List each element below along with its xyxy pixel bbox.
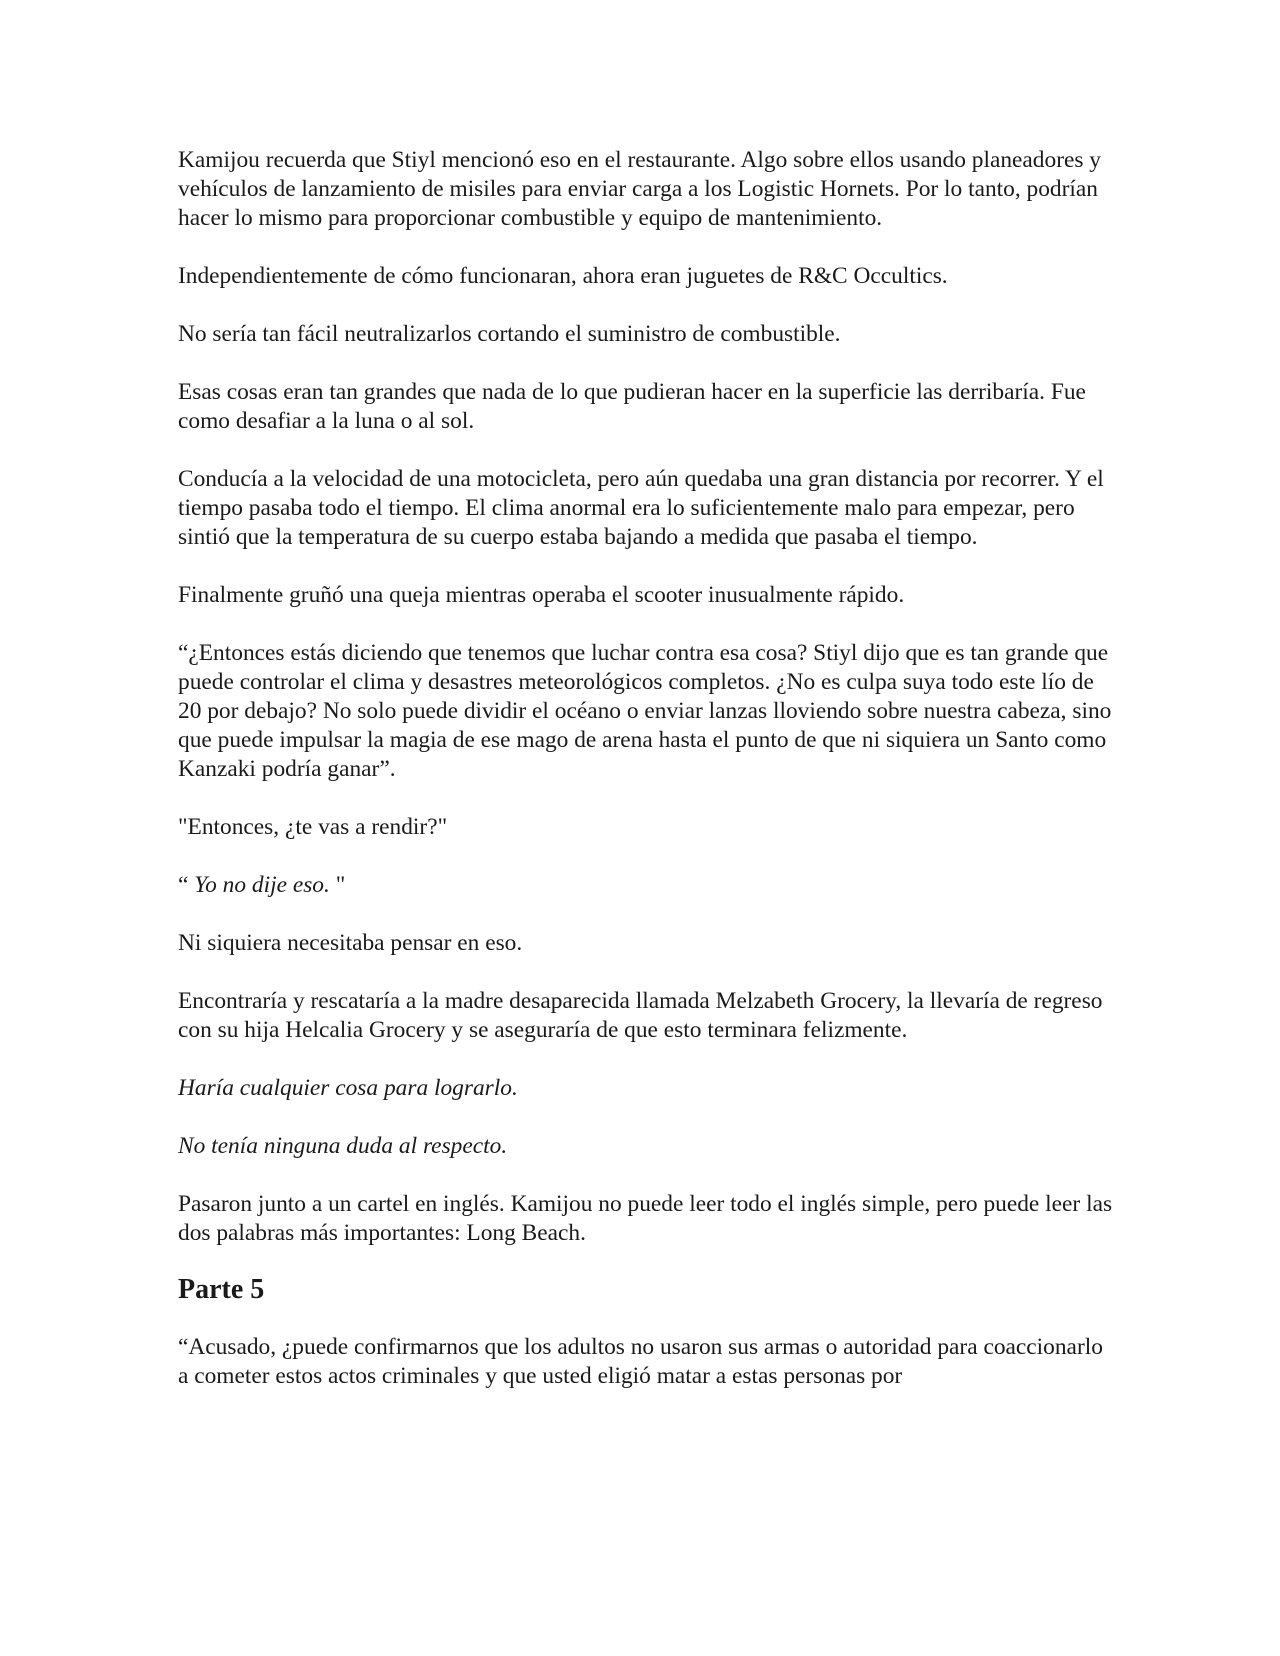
quote-close: " bbox=[335, 872, 346, 898]
paragraph: Finalmente gruñó una queja mientras operaba el scooter inusualmente rápido. bbox=[178, 582, 905, 608]
paragraph: "Entonces, ¿te vas a rendir?" bbox=[178, 814, 448, 840]
section-heading: Parte 5 bbox=[178, 1274, 265, 1305]
dialogue-paragraph bbox=[178, 871, 1118, 900]
document-page bbox=[178, 146, 1118, 1420]
quote-open: “ bbox=[178, 872, 189, 898]
paragraph: Independientemente de cómo funcionaran, ahora eran juguetes de R&C Occultics. bbox=[178, 263, 948, 289]
paragraph: Encontraría y rescataría a la madre desaparecida llamada Melzabeth Grocery, la llevaría de regreso con su hija Helcalia Grocery y se aseguraría de que esto terminara felizmente. bbox=[178, 988, 1103, 1043]
paragraph: “Acusado, ¿puede confirmarnos que los adultos no usaron sus armas o autoridad para coaccionarlo a cometer estos actos criminales y que usted eligió matar a estas personas por bbox=[178, 1334, 1103, 1389]
paragraph: No sería tan fácil neutralizarlos cortando el suministro de combustible. bbox=[178, 321, 841, 347]
italic-paragraph: Haría cualquier cosa para lograrlo. bbox=[178, 1075, 518, 1101]
italic-quote: Yo no dije eso. bbox=[194, 872, 330, 898]
italic-paragraph: No tenía ninguna duda al respecto. bbox=[178, 1133, 508, 1159]
paragraph: Conducía a la velocidad de una motocicleta, pero aún quedaba una gran distancia por recorrer. Y el tiempo pasaba todo el tiempo. El clima anormal era lo suficientemente malo para empezar, pero sintió que la temperatura de su cuerpo estaba bajando a medida que pasaba el tiempo. bbox=[178, 466, 1104, 550]
paragraph: “¿Entonces estás diciendo que tenemos que luchar contra esa cosa? Stiyl dijo que es tan grande que puede controlar el clima y desastres meteorológicos completos. ¿No es culpa suya todo este lío de 20 por debajo? No solo puede dividir el océano o enviar lanzas lloviendo sobre nuestra cabeza, sino que puede impulsar la magia de ese mago de arena hasta el punto de que ni siquiera un Santo como Kanzaki podría ganar”. bbox=[178, 640, 1112, 782]
paragraph: Esas cosas eran tan grandes que nada de lo que pudieran hacer en la superficie las derribaría. Fue como desafiar a la luna o al sol. bbox=[178, 379, 1086, 434]
paragraph: Pasaron junto a un cartel en inglés. Kamijou no puede leer todo el inglés simple, pero puede leer las dos palabras más importantes: Long Beach. bbox=[178, 1191, 1113, 1246]
paragraph: Ni siquiera necesitaba pensar en eso. bbox=[178, 930, 523, 956]
paragraph: Kamijou recuerda que Stiyl mencionó eso en el restaurante. Algo sobre ellos usando planeadores y vehículos de lanzamiento de misiles para enviar carga a los Logistic Hornets. Por lo tanto, podrían hacer lo mismo para proporcionar combustible y equipo de mantenimiento. bbox=[178, 147, 1102, 231]
